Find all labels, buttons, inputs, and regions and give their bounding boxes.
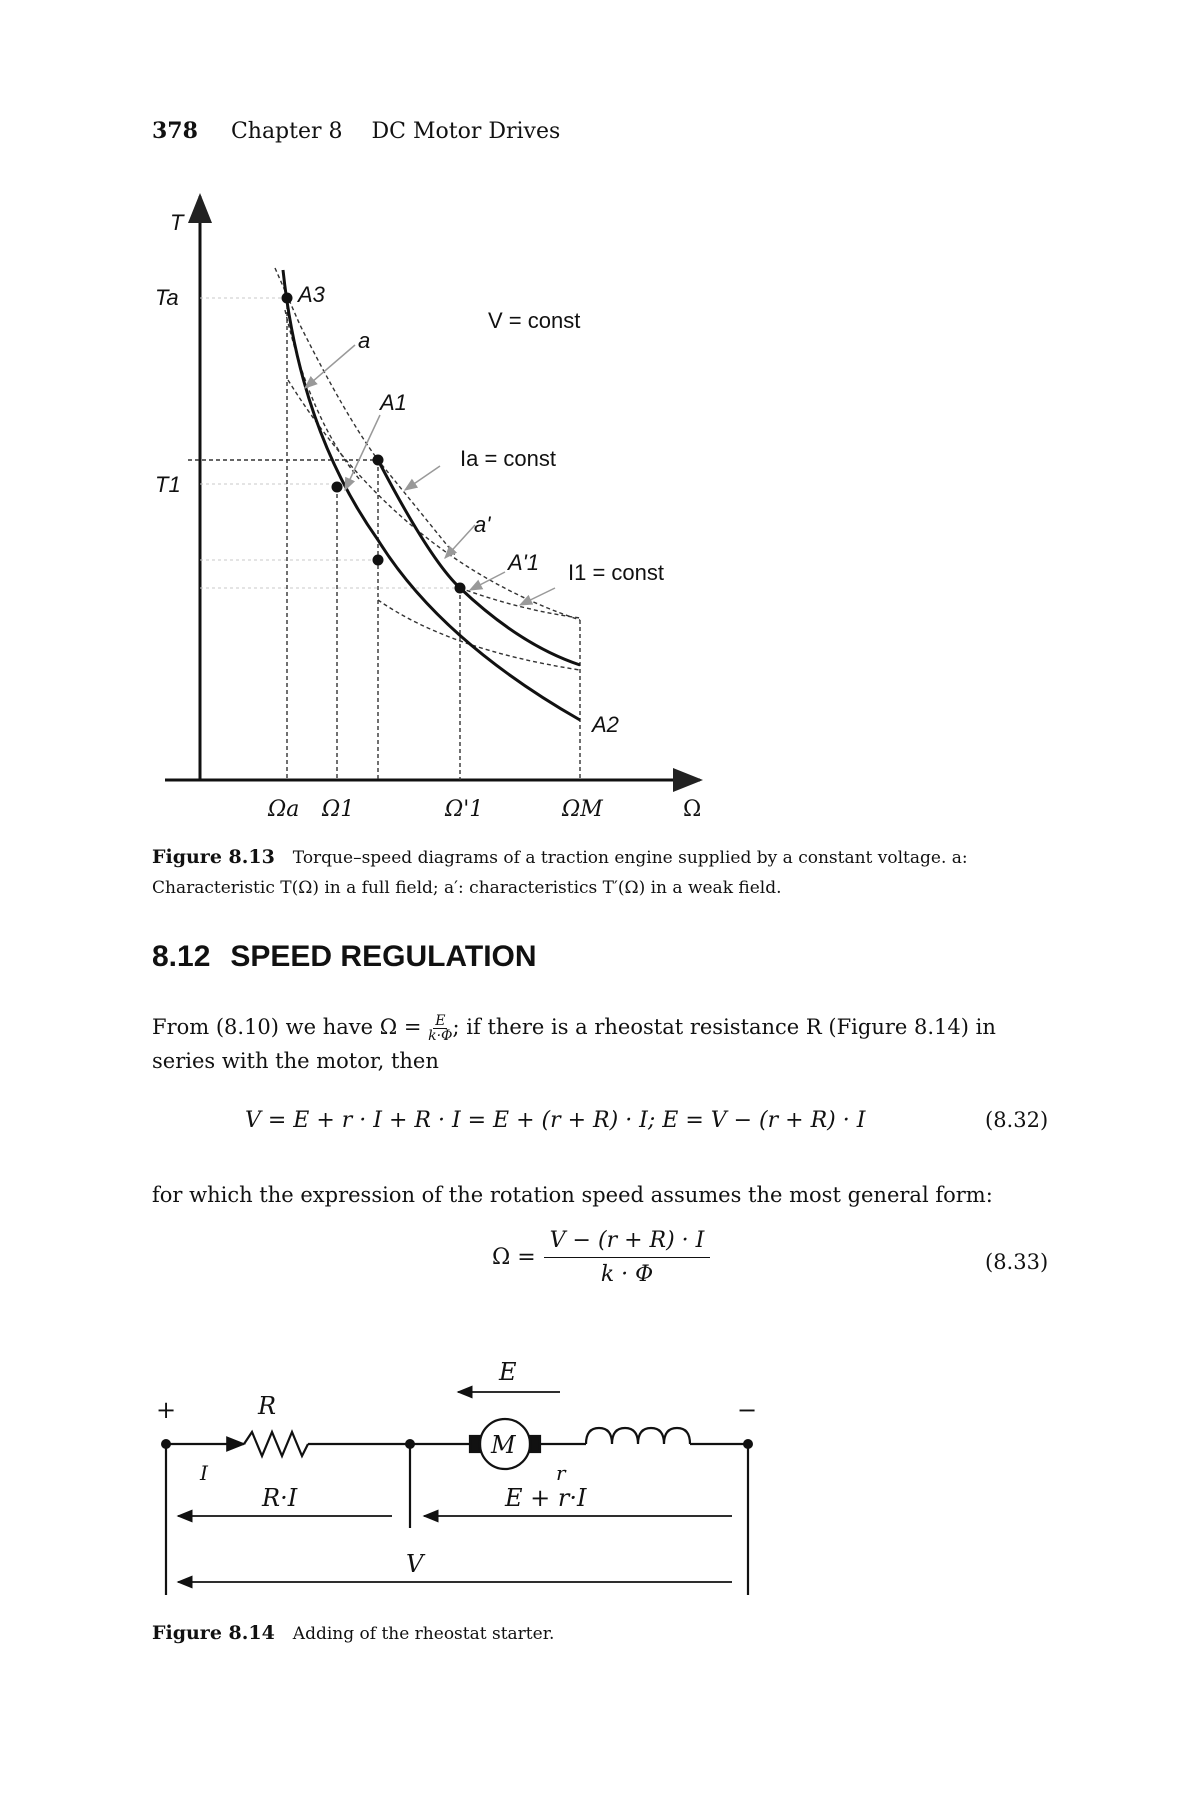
chapter-title: DC Motor Drives (371, 119, 561, 144)
t-1-label: T1 (155, 472, 181, 497)
plus-terminal: + (156, 1396, 177, 1424)
a2-label: A2 (592, 712, 619, 737)
figure-8-13-caption (152, 842, 1052, 903)
section-title: SPEED REGULATION (230, 940, 537, 973)
current-label: I (200, 1461, 208, 1485)
page-number: 378 (152, 118, 198, 144)
a1-prime-label: A'1 (508, 550, 540, 575)
inline-fraction (428, 1014, 452, 1043)
figure-8-13-caption-text: Torque–speed diagrams of a traction engine supplied by a constant voltage. a: Characteristic T(Ω) in a full field; a′: characteristics T′(Ω) in a weak field. (152, 848, 968, 898)
section-number: 8.12 (152, 940, 211, 973)
equation-8-33-lhs: Ω = (492, 1245, 536, 1270)
dashed-construction-lines (188, 268, 580, 780)
a-prime-label: a' (474, 512, 491, 537)
emf-label: E (499, 1358, 517, 1386)
ia-const-label: Ia = const (460, 446, 557, 471)
minus-terminal: − (737, 1396, 758, 1424)
y-axis-label: T (170, 210, 184, 235)
omega-1-tick: Ω1 (322, 797, 355, 822)
equation-8-32-number: (8.32) (985, 1108, 1049, 1132)
resistor-label: R (258, 1392, 277, 1420)
e-ri-label: E + r·I (505, 1484, 587, 1512)
v-const-label: V = const (488, 308, 581, 333)
operating-points (282, 293, 466, 594)
omega-1-prime-tick: Ω'1 (445, 797, 484, 822)
motor-brush-left (470, 1436, 480, 1452)
paragraph-1-end: ; if there is a rheostat resistance R (Figure 8.14) in series with the motor, then (152, 1015, 996, 1073)
motor-brush-right (530, 1436, 540, 1452)
guide-lines (200, 298, 460, 588)
equation-8-32: V = E + r · I + R · I = E + (r + R) · I; E = V − (r + R) · I (245, 1108, 866, 1133)
equation-8-33-fraction (544, 1228, 711, 1287)
equation-8-33 (492, 1228, 710, 1287)
fraction-denominator: k·Φ (428, 1028, 453, 1044)
a3-label: A3 (298, 282, 325, 307)
omega-a-tick: Ωa (268, 797, 300, 822)
figure-8-14-label: Figure 8.14 (152, 1622, 275, 1644)
i1-const-label: I1 = const (568, 560, 665, 585)
ri-label: R·I (262, 1484, 298, 1512)
fraction-numerator: E (435, 1013, 446, 1029)
curve-a-full-field (283, 270, 580, 720)
armature-resistance-label: r (556, 1461, 566, 1485)
equation-8-33-numerator: V − (r + R) · I (544, 1228, 711, 1258)
resistor-R (244, 1432, 308, 1456)
t-a-label: Ta (155, 285, 179, 310)
curve-a-prime-weak-field (378, 460, 580, 665)
paragraph-1 (152, 1010, 1062, 1078)
figure-8-13-label: Figure 8.13 (152, 846, 275, 868)
figure-8-14-caption-text: Adding of the rheostat starter. (292, 1624, 555, 1644)
paragraph-1-start: From (8.10) we have Ω = (152, 1015, 429, 1039)
equation-8-33-number: (8.33) (985, 1250, 1049, 1274)
a-label: a (358, 328, 371, 353)
a1-label: A1 (380, 390, 407, 415)
equation-8-33-denominator: k · Φ (600, 1262, 654, 1287)
v-label: V (406, 1550, 424, 1578)
inductor-coil (586, 1428, 690, 1444)
rheostat-circuit-diagram (0, 1340, 1200, 1640)
section-heading (152, 940, 537, 974)
figure-8-14-caption (152, 1618, 1052, 1649)
omega-m-tick: ΩM (562, 797, 603, 822)
x-axis-label: Ω (683, 797, 702, 822)
paragraph-2: for which the expression of the rotation speed assumes the most general form: (152, 1183, 993, 1207)
torque-speed-diagram (0, 0, 1200, 830)
motor-label: M (491, 1431, 516, 1459)
chapter-label: Chapter 8 (230, 119, 343, 144)
